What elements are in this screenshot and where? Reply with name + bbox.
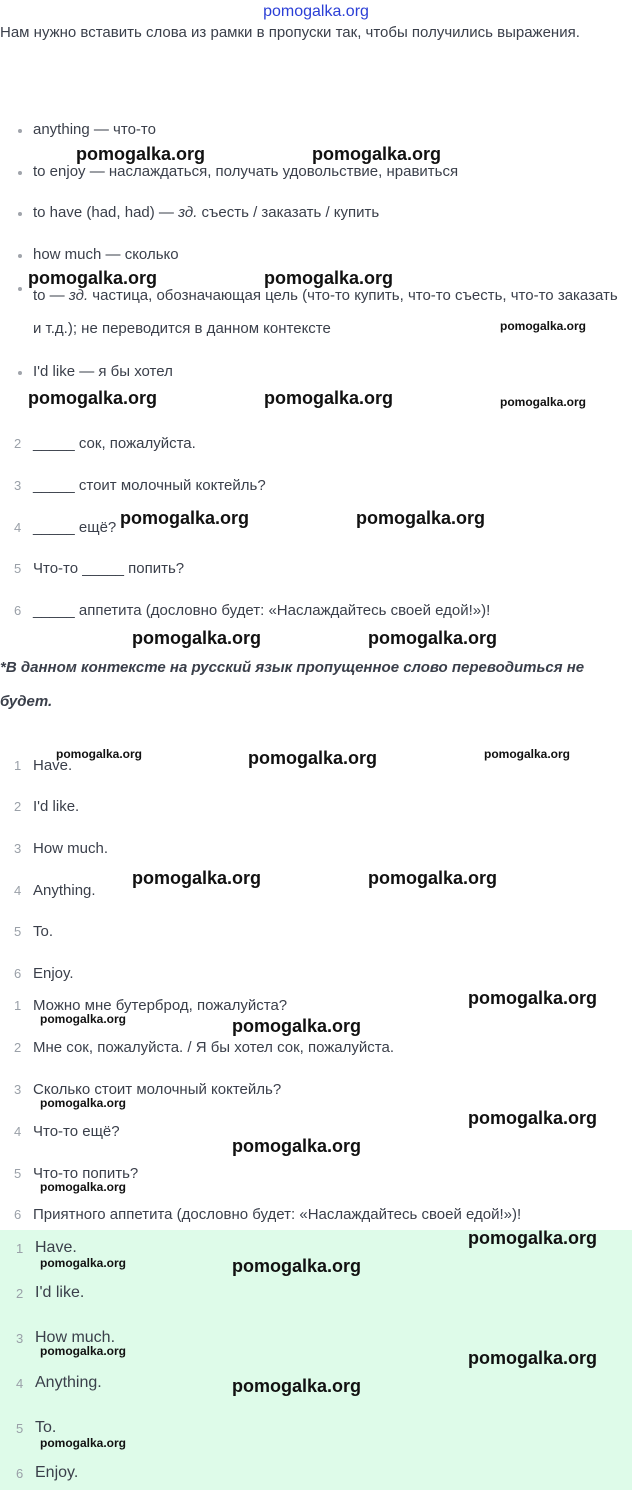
- watermark: pomogalka.org: [264, 268, 394, 288]
- exercise-item: _____ ещё?: [33, 519, 117, 536]
- watermark: pomogalka.org: [368, 868, 498, 888]
- exercise-item: Что-то _____ попить?: [33, 560, 185, 577]
- vocab-abbr: зд.: [68, 287, 89, 304]
- answer-item: I'd like.: [33, 798, 80, 815]
- final-answer-item: I'd like.: [35, 1284, 85, 1301]
- exercise-number: 4: [14, 520, 22, 535]
- final-answer-number: 4: [16, 1376, 24, 1391]
- translation-item: Можно мне бутерброд, пожалуйста?: [33, 997, 288, 1014]
- watermark: pomogalka.org: [500, 395, 587, 409]
- exercise-number: 3: [14, 478, 22, 493]
- watermark: pomogalka.org: [500, 319, 587, 333]
- translation-number: 2: [14, 1040, 22, 1055]
- answer-number: 3: [14, 841, 22, 856]
- watermark: pomogalka.org: [468, 988, 598, 1008]
- watermark: pomogalka.org: [468, 1228, 598, 1248]
- watermark: pomogalka.org: [248, 748, 378, 768]
- final-answer-item: How much.: [35, 1329, 116, 1346]
- exercise-item: _____ сок, пожалуйста.: [33, 435, 196, 452]
- answer-number: 2: [14, 799, 22, 814]
- watermark: pomogalka.org: [132, 628, 262, 648]
- vocab-translation: частица, обозначающая цель (что-то купить, что-то съесть, что-то заказать и т.д.); не переводится в данном контексте: [33, 287, 618, 337]
- watermark: pomogalka.org: [232, 1136, 362, 1156]
- watermark: pomogalka.org: [312, 144, 442, 164]
- answer-number: 6: [14, 966, 22, 981]
- watermark: pomogalka.org: [40, 1180, 127, 1194]
- final-answer-number: 5: [16, 1421, 24, 1436]
- watermark: pomogalka.org: [28, 388, 158, 408]
- intro-text: Нам нужно вставить слова из рамки в пропуски так, чтобы получились выражения.: [0, 24, 580, 41]
- watermark: pomogalka.org: [132, 868, 262, 888]
- translation-item: Что-то попить?: [33, 1165, 139, 1182]
- answer-item: Enjoy.: [33, 965, 74, 982]
- vocab-translation: съесть / заказать / купить: [197, 204, 380, 221]
- exercise-item: _____ аппетита (дословно будет: «Наслаждайтесь своей едой!»)!: [33, 602, 491, 619]
- watermark: pomogalka.org: [232, 1256, 362, 1276]
- vocab-item: anything — что-то: [33, 121, 156, 138]
- translation-item: Сколько стоит молочный коктейль?: [33, 1081, 282, 1098]
- final-answer-number: 2: [16, 1286, 24, 1301]
- exercise-item: _____ стоит молочный коктейль?: [33, 477, 266, 494]
- watermark: pomogalka.org: [40, 1012, 127, 1026]
- watermark: pomogalka.org: [232, 1016, 362, 1036]
- final-answer-item: Have.: [35, 1239, 77, 1256]
- exercise-number: 6: [14, 603, 22, 618]
- context-note: *В данном контексте на русский язык пропущенное слово переводиться не будет.: [0, 659, 585, 710]
- vocab-item: [33, 204, 379, 221]
- site-title-link[interactable]: pomogalka.org: [263, 3, 369, 20]
- final-answer-number: 6: [16, 1466, 24, 1481]
- vocab-item: I'd like — я бы хотел: [33, 363, 173, 380]
- watermark: pomogalka.org: [76, 144, 206, 164]
- translation-number: 1: [14, 998, 22, 1013]
- watermark: pomogalka.org: [468, 1348, 598, 1368]
- final-answer-item: Anything.: [35, 1374, 102, 1391]
- watermark: pomogalka.org: [40, 1436, 127, 1450]
- answer-item: To.: [33, 923, 54, 940]
- watermark: pomogalka.org: [264, 388, 394, 408]
- watermark: pomogalka.org: [368, 628, 498, 648]
- answer-item: Anything.: [33, 882, 96, 899]
- watermark: pomogalka.org: [28, 268, 158, 288]
- final-answer-item: Enjoy.: [35, 1464, 79, 1481]
- answer-number: 4: [14, 883, 22, 898]
- translation-number: 6: [14, 1207, 22, 1222]
- vocab-abbr: зд.: [178, 204, 198, 221]
- answer-item: How much.: [33, 840, 109, 857]
- translation-number: 4: [14, 1124, 22, 1139]
- vocab-word: to have (had, had) —: [33, 204, 179, 221]
- translation-item: Что-то ещё?: [33, 1123, 120, 1140]
- final-answer-number: 3: [16, 1331, 24, 1346]
- watermark: pomogalka.org: [40, 1256, 127, 1270]
- watermark: pomogalka.org: [120, 508, 250, 528]
- watermark: pomogalka.org: [40, 1096, 127, 1110]
- watermark: pomogalka.org: [484, 747, 571, 761]
- answer-number: 1: [14, 758, 22, 773]
- watermark: pomogalka.org: [356, 508, 486, 528]
- watermark: pomogalka.org: [468, 1108, 598, 1128]
- translation-number: 3: [14, 1082, 22, 1097]
- answer-item: Have.: [33, 757, 73, 774]
- exercise-number: 5: [14, 561, 22, 576]
- vocab-item: to enjoy — наслаждаться, получать удовольствие, нравиться: [33, 163, 459, 180]
- vocab-word: to —: [33, 287, 69, 304]
- final-answer-number: 1: [16, 1241, 24, 1256]
- watermark: pomogalka.org: [232, 1376, 362, 1396]
- exercise-number: 2: [14, 436, 22, 451]
- final-answer-item: To.: [35, 1419, 57, 1436]
- watermark: pomogalka.org: [40, 1344, 127, 1358]
- answer-number: 5: [14, 924, 22, 939]
- watermark: pomogalka.org: [56, 747, 143, 761]
- translation-number: 5: [14, 1166, 22, 1181]
- vocab-item: how much — сколько: [33, 246, 179, 263]
- translation-item: Приятного аппетита (дословно будет: «Наслаждайтесь своей едой!»)!: [33, 1206, 522, 1223]
- translation-item: Мне сок, пожалуйста. / Я бы хотел сок, пожалуйста.: [33, 1039, 394, 1056]
